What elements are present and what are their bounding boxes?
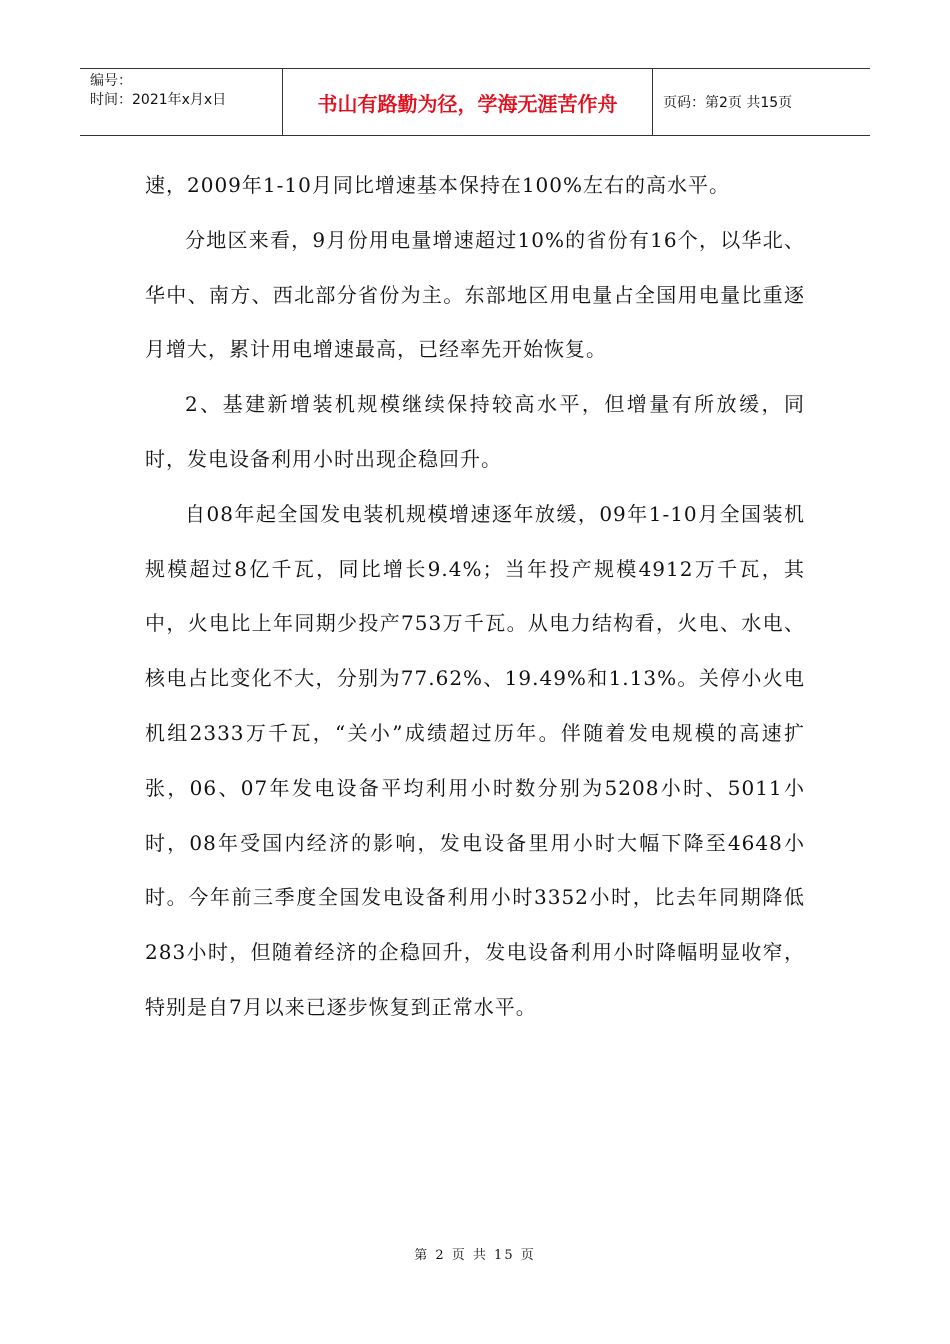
document-body	[145, 158, 805, 1035]
footer-page-number: 第 2 页 共 15 页	[414, 1248, 536, 1263]
date-label: 时间：2021年x月x日	[90, 92, 227, 108]
page-footer	[0, 1244, 950, 1263]
header-page-code-cell	[653, 69, 870, 135]
paragraph-regional: 分地区来看，9月份用电量增速超过10%的省份有16个，以华北、华中、南方、西北部分省份为主。东部地区用电量占全国用电量比重逐月增大，累计用电增速最高，已经率先开始恢复。	[145, 227, 805, 362]
motto-text: 书山有路勤为径，学海无涯苦作舟	[317, 91, 618, 116]
header-motto-cell	[283, 69, 653, 135]
page-header	[80, 68, 870, 136]
paragraph-continued: 速，2009年1-10月同比增速基本保持在100%左右的高水平。	[145, 173, 731, 197]
paragraph-capacity: 自08年起全国发电装机规模增速逐年放缓，09年1-10月全国装机规模超过8亿千瓦，同比增长9.4%；当年投产规模4912万千瓦，其中，火电比上年同期少投产753万千瓦。从电力结构看，火电、水电、核电占比变化不大，分别为77.62%、19.49%和1.13%。关停小火电机组2333万千瓦，“关小”成绩超过历年。伴随着发电规模的高速扩张，06、07年发电设备平均利用小时数分别为5208小时、5011小时，08年受国内经济的影响，发电设备里用小时大幅下降至4648小时。今年前三季度全国发电设备利用小时3352小时，比去年同期降低283小时，但随着经济的企稳回升，发电设备利用小时降幅明显收窄，特别是自7月以来已逐步恢复到正常水平。	[145, 501, 805, 1019]
page-code-text: 页码：第2页 共15页	[663, 95, 793, 111]
paragraph-section-heading: 2、基建新增装机规模继续保持较高水平，但增量有所放缓，同时，发电设备利用小时出现企稳回升。	[145, 392, 805, 471]
header-meta-cell	[80, 69, 283, 135]
serial-number-label: 编号：	[90, 73, 132, 89]
